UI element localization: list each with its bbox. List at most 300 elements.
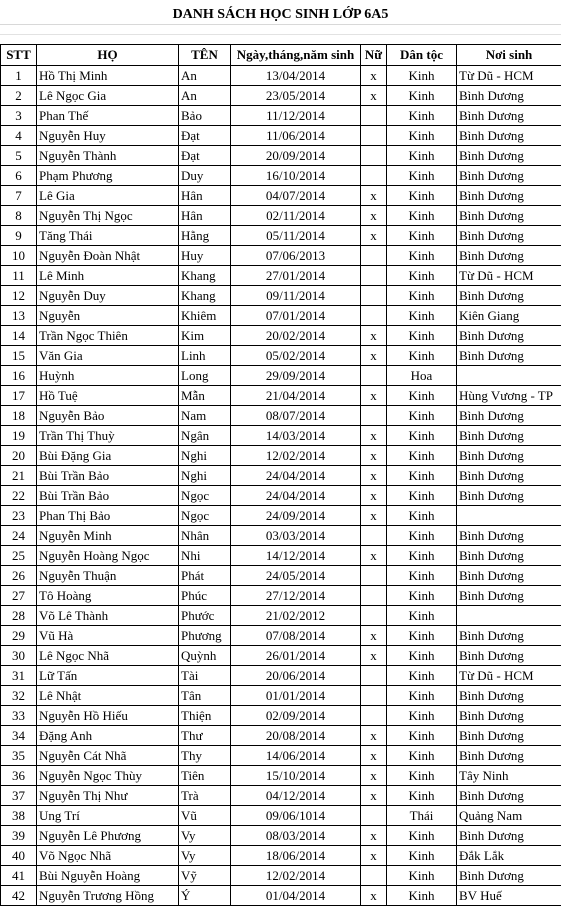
cell-dan-toc[interactable]: Kinh [387, 486, 457, 506]
cell-stt[interactable]: 22 [1, 486, 37, 506]
cell-ten[interactable]: Mẫn [179, 386, 231, 406]
cell-dan-toc[interactable]: Kinh [387, 666, 457, 686]
cell-dan-toc[interactable]: Kinh [387, 686, 457, 706]
cell-nu[interactable]: x [361, 726, 387, 746]
cell-dob[interactable]: 01/01/2014 [231, 686, 361, 706]
cell-noi-sinh[interactable]: Bình Dương [457, 686, 561, 706]
cell-dob[interactable]: 24/09/2014 [231, 506, 361, 526]
cell-stt[interactable]: 30 [1, 646, 37, 666]
cell-nu[interactable] [361, 686, 387, 706]
cell-ten[interactable]: Thy [179, 746, 231, 766]
cell-noi-sinh[interactable]: Bình Dương [457, 866, 561, 886]
cell-nu[interactable]: x [361, 746, 387, 766]
cell-ten[interactable]: Linh [179, 346, 231, 366]
cell-stt[interactable]: 12 [1, 286, 37, 306]
cell-nu[interactable] [361, 706, 387, 726]
cell-ten[interactable]: Hân [179, 206, 231, 226]
cell-noi-sinh[interactable]: Bình Dương [457, 486, 561, 506]
cell-nu[interactable] [361, 806, 387, 826]
cell-noi-sinh[interactable]: Bình Dương [457, 226, 561, 246]
cell-ho[interactable]: Bùi Trần Bảo [37, 466, 179, 486]
header-noi-sinh[interactable]: Nơi sinh [457, 45, 561, 66]
cell-nu[interactable] [361, 606, 387, 626]
cell-stt[interactable]: 3 [1, 106, 37, 126]
cell-ho[interactable]: Lê Minh [37, 266, 179, 286]
cell-dob[interactable]: 27/12/2014 [231, 586, 361, 606]
cell-ho[interactable]: Nguyễn Hoàng Ngọc [37, 546, 179, 566]
cell-dob[interactable]: 23/05/2014 [231, 86, 361, 106]
cell-noi-sinh[interactable]: Bình Dương [457, 346, 561, 366]
cell-ho[interactable]: Đặng Anh [37, 726, 179, 746]
cell-noi-sinh[interactable]: Từ Dũ - HCM [457, 266, 561, 286]
header-ten[interactable]: TÊN [179, 45, 231, 66]
cell-dob[interactable]: 14/03/2014 [231, 426, 361, 446]
cell-stt[interactable]: 25 [1, 546, 37, 566]
cell-dob[interactable]: 18/06/2014 [231, 846, 361, 866]
cell-dob[interactable]: 08/03/2014 [231, 826, 361, 846]
cell-nu[interactable] [361, 106, 387, 126]
cell-ho[interactable]: Trần Thị Thuỳ [37, 426, 179, 446]
cell-noi-sinh[interactable]: Bình Dương [457, 746, 561, 766]
cell-stt[interactable]: 6 [1, 166, 37, 186]
cell-noi-sinh[interactable]: Bình Dương [457, 286, 561, 306]
cell-ten[interactable]: Vũ [179, 806, 231, 826]
cell-stt[interactable]: 18 [1, 406, 37, 426]
cell-dan-toc[interactable]: Kinh [387, 886, 457, 906]
cell-dob[interactable]: 21/02/2012 [231, 606, 361, 626]
cell-noi-sinh[interactable]: Bình Dương [457, 186, 561, 206]
cell-dob[interactable]: 02/11/2014 [231, 206, 361, 226]
cell-noi-sinh[interactable]: Bình Dương [457, 546, 561, 566]
cell-stt[interactable]: 1 [1, 66, 37, 86]
cell-ten[interactable]: An [179, 86, 231, 106]
header-dan-toc[interactable]: Dân tộc [387, 45, 457, 66]
cell-nu[interactable] [361, 306, 387, 326]
cell-dob[interactable]: 12/02/2014 [231, 446, 361, 466]
cell-stt[interactable]: 19 [1, 426, 37, 446]
cell-noi-sinh[interactable]: Bình Dương [457, 126, 561, 146]
cell-nu[interactable]: x [361, 486, 387, 506]
cell-stt[interactable]: 34 [1, 726, 37, 746]
cell-stt[interactable]: 7 [1, 186, 37, 206]
cell-dan-toc[interactable]: Kinh [387, 786, 457, 806]
cell-nu[interactable]: x [361, 766, 387, 786]
cell-dob[interactable]: 24/05/2014 [231, 566, 361, 586]
cell-ho[interactable]: Phan Thị Bảo [37, 506, 179, 526]
cell-ten[interactable]: Thư [179, 726, 231, 746]
cell-ten[interactable]: Đạt [179, 146, 231, 166]
cell-ten[interactable]: Tài [179, 666, 231, 686]
cell-dob[interactable]: 29/09/2014 [231, 366, 361, 386]
cell-stt[interactable]: 24 [1, 526, 37, 546]
cell-noi-sinh[interactable]: Bình Dương [457, 566, 561, 586]
cell-ten[interactable]: An [179, 66, 231, 86]
cell-dan-toc[interactable]: Kinh [387, 206, 457, 226]
cell-dan-toc[interactable]: Kinh [387, 726, 457, 746]
cell-ho[interactable]: Huỳnh [37, 366, 179, 386]
cell-dob[interactable]: 14/06/2014 [231, 746, 361, 766]
cell-dan-toc[interactable]: Kinh [387, 106, 457, 126]
cell-dan-toc[interactable]: Hoa [387, 366, 457, 386]
cell-stt[interactable]: 11 [1, 266, 37, 286]
cell-noi-sinh[interactable]: Bình Dương [457, 426, 561, 446]
cell-ho[interactable]: Ung Trí [37, 806, 179, 826]
cell-ten[interactable]: Vỹ [179, 866, 231, 886]
cell-nu[interactable]: x [361, 506, 387, 526]
cell-dan-toc[interactable]: Thái [387, 806, 457, 826]
cell-ho[interactable]: Phan Thế [37, 106, 179, 126]
cell-nu[interactable]: x [361, 546, 387, 566]
cell-nu[interactable] [361, 366, 387, 386]
cell-ten[interactable]: Ngọc [179, 486, 231, 506]
cell-stt[interactable]: 35 [1, 746, 37, 766]
cell-dan-toc[interactable]: Kinh [387, 526, 457, 546]
cell-noi-sinh[interactable]: Từ Dũ - HCM [457, 66, 561, 86]
cell-dan-toc[interactable]: Kinh [387, 66, 457, 86]
cell-dan-toc[interactable]: Kinh [387, 226, 457, 246]
cell-dan-toc[interactable]: Kinh [387, 766, 457, 786]
cell-ten[interactable]: Nghi [179, 446, 231, 466]
cell-noi-sinh[interactable]: Bình Dương [457, 86, 561, 106]
cell-stt[interactable]: 15 [1, 346, 37, 366]
cell-nu[interactable] [361, 566, 387, 586]
cell-dob[interactable]: 27/01/2014 [231, 266, 361, 286]
cell-ten[interactable]: Khang [179, 286, 231, 306]
cell-dob[interactable]: 12/02/2014 [231, 866, 361, 886]
cell-ho[interactable]: Nguyễn Thuận [37, 566, 179, 586]
cell-ho[interactable]: Nguyễn Đoàn Nhật [37, 246, 179, 266]
cell-dob[interactable]: 09/11/2014 [231, 286, 361, 306]
cell-stt[interactable]: 4 [1, 126, 37, 146]
cell-ho[interactable]: Nguyễn [37, 306, 179, 326]
cell-ho[interactable]: Lê Ngọc Nhã [37, 646, 179, 666]
cell-dob[interactable]: 16/10/2014 [231, 166, 361, 186]
cell-ten[interactable]: Nhi [179, 546, 231, 566]
cell-stt[interactable]: 5 [1, 146, 37, 166]
cell-ho[interactable]: Văn Gia [37, 346, 179, 366]
cell-dan-toc[interactable]: Kinh [387, 86, 457, 106]
cell-ho[interactable]: Vũ Hà [37, 626, 179, 646]
cell-noi-sinh[interactable] [457, 606, 561, 626]
cell-ho[interactable]: Nguyễn Trương Hồng [37, 886, 179, 906]
cell-nu[interactable]: x [361, 346, 387, 366]
cell-dan-toc[interactable]: Kinh [387, 846, 457, 866]
cell-dan-toc[interactable]: Kinh [387, 646, 457, 666]
cell-ten[interactable]: Phương [179, 626, 231, 646]
cell-ho[interactable]: Nguyễn Thị Ngọc [37, 206, 179, 226]
cell-ten[interactable]: Ngân [179, 426, 231, 446]
cell-nu[interactable] [361, 866, 387, 886]
cell-stt[interactable]: 29 [1, 626, 37, 646]
cell-stt[interactable]: 13 [1, 306, 37, 326]
cell-dan-toc[interactable]: Kinh [387, 866, 457, 886]
cell-ho[interactable]: Tăng Thái [37, 226, 179, 246]
cell-nu[interactable]: x [361, 466, 387, 486]
cell-ho[interactable]: Võ Lê Thành [37, 606, 179, 626]
cell-ho[interactable]: Lê Ngọc Gia [37, 86, 179, 106]
cell-nu[interactable]: x [361, 386, 387, 406]
cell-dob[interactable]: 09/06/1014 [231, 806, 361, 826]
cell-stt[interactable]: 42 [1, 886, 37, 906]
cell-dan-toc[interactable]: Kinh [387, 626, 457, 646]
cell-ho[interactable]: Nguyễn Duy [37, 286, 179, 306]
cell-noi-sinh[interactable]: Bình Dương [457, 526, 561, 546]
cell-nu[interactable] [361, 126, 387, 146]
header-nu[interactable]: Nữ [361, 45, 387, 66]
cell-ho[interactable]: Bùi Trần Bảo [37, 486, 179, 506]
cell-dob[interactable]: 24/04/2014 [231, 486, 361, 506]
cell-nu[interactable] [361, 266, 387, 286]
cell-ten[interactable]: Phúc [179, 586, 231, 606]
cell-dob[interactable]: 05/02/2014 [231, 346, 361, 366]
cell-dob[interactable]: 11/12/2014 [231, 106, 361, 126]
cell-dan-toc[interactable]: Kinh [387, 586, 457, 606]
cell-dan-toc[interactable]: Kinh [387, 346, 457, 366]
header-ho[interactable]: HỌ [37, 45, 179, 66]
cell-dan-toc[interactable]: Kinh [387, 406, 457, 426]
cell-nu[interactable]: x [361, 786, 387, 806]
cell-dob[interactable]: 01/04/2014 [231, 886, 361, 906]
cell-noi-sinh[interactable]: Tây Ninh [457, 766, 561, 786]
cell-stt[interactable]: 31 [1, 666, 37, 686]
cell-ho[interactable]: Nguyễn Bảo [37, 406, 179, 426]
cell-nu[interactable]: x [361, 326, 387, 346]
cell-dan-toc[interactable]: Kinh [387, 266, 457, 286]
cell-nu[interactable]: x [361, 206, 387, 226]
cell-ten[interactable]: Nghi [179, 466, 231, 486]
cell-ten[interactable]: Ý [179, 886, 231, 906]
cell-ten[interactable]: Phát [179, 566, 231, 586]
cell-ten[interactable]: Nhân [179, 526, 231, 546]
cell-ten[interactable]: Long [179, 366, 231, 386]
header-dob[interactable]: Ngày,tháng,năm sinh [231, 45, 361, 66]
cell-ho[interactable]: Trần Ngọc Thiên [37, 326, 179, 346]
cell-stt[interactable]: 40 [1, 846, 37, 866]
cell-dan-toc[interactable]: Kinh [387, 126, 457, 146]
cell-ten[interactable]: Bảo [179, 106, 231, 126]
cell-stt[interactable]: 2 [1, 86, 37, 106]
cell-noi-sinh[interactable] [457, 506, 561, 526]
cell-ten[interactable]: Thiện [179, 706, 231, 726]
cell-ho[interactable]: Lữ Tấn [37, 666, 179, 686]
cell-nu[interactable]: x [361, 646, 387, 666]
cell-noi-sinh[interactable]: Hùng Vương - TP [457, 386, 561, 406]
cell-nu[interactable] [361, 286, 387, 306]
cell-ho[interactable]: Nguyễn Ngọc Thùy [37, 766, 179, 786]
cell-ho[interactable]: Bùi Nguyễn Hoàng [37, 866, 179, 886]
cell-nu[interactable] [361, 586, 387, 606]
cell-noi-sinh[interactable]: Bình Dương [457, 706, 561, 726]
cell-dan-toc[interactable]: Kinh [387, 286, 457, 306]
cell-nu[interactable]: x [361, 846, 387, 866]
cell-noi-sinh[interactable]: Bình Dương [457, 326, 561, 346]
cell-nu[interactable] [361, 526, 387, 546]
cell-noi-sinh[interactable] [457, 366, 561, 386]
cell-dan-toc[interactable]: Kinh [387, 446, 457, 466]
cell-stt[interactable]: 26 [1, 566, 37, 586]
cell-dan-toc[interactable]: Kinh [387, 606, 457, 626]
cell-dob[interactable]: 08/07/2014 [231, 406, 361, 426]
cell-nu[interactable]: x [361, 186, 387, 206]
cell-stt[interactable]: 32 [1, 686, 37, 706]
cell-dan-toc[interactable]: Kinh [387, 706, 457, 726]
cell-ten[interactable]: Đạt [179, 126, 231, 146]
cell-ten[interactable]: Kim [179, 326, 231, 346]
cell-stt[interactable]: 37 [1, 786, 37, 806]
cell-dob[interactable]: 04/07/2014 [231, 186, 361, 206]
cell-ho[interactable]: Phạm Phương [37, 166, 179, 186]
cell-nu[interactable] [361, 166, 387, 186]
cell-ho[interactable]: Nguyễn Thành [37, 146, 179, 166]
cell-dob[interactable]: 05/11/2014 [231, 226, 361, 246]
cell-dob[interactable]: 20/09/2014 [231, 146, 361, 166]
cell-noi-sinh[interactable]: Bình Dương [457, 586, 561, 606]
cell-dan-toc[interactable]: Kinh [387, 326, 457, 346]
cell-stt[interactable]: 16 [1, 366, 37, 386]
cell-ten[interactable]: Khang [179, 266, 231, 286]
cell-ho[interactable]: Nguyễn Cát Nhã [37, 746, 179, 766]
cell-dob[interactable]: 07/08/2014 [231, 626, 361, 646]
cell-nu[interactable]: x [361, 86, 387, 106]
cell-noi-sinh[interactable]: BV Huế [457, 886, 561, 906]
cell-dob[interactable]: 07/01/2014 [231, 306, 361, 326]
cell-dob[interactable]: 20/08/2014 [231, 726, 361, 746]
cell-ho[interactable]: Nguyễn Huy [37, 126, 179, 146]
cell-stt[interactable]: 23 [1, 506, 37, 526]
cell-noi-sinh[interactable]: Bình Dương [457, 246, 561, 266]
cell-ho[interactable]: Nguyễn Thị Như [37, 786, 179, 806]
cell-noi-sinh[interactable]: Bình Dương [457, 646, 561, 666]
cell-ten[interactable]: Khiêm [179, 306, 231, 326]
cell-stt[interactable]: 41 [1, 866, 37, 886]
cell-stt[interactable]: 20 [1, 446, 37, 466]
cell-ho[interactable]: Tô Hoàng [37, 586, 179, 606]
cell-nu[interactable]: x [361, 426, 387, 446]
cell-dob[interactable]: 14/12/2014 [231, 546, 361, 566]
cell-ten[interactable]: Hân [179, 186, 231, 206]
cell-stt[interactable]: 39 [1, 826, 37, 846]
cell-ten[interactable]: Tiên [179, 766, 231, 786]
cell-ten[interactable]: Trà [179, 786, 231, 806]
cell-nu[interactable]: x [361, 226, 387, 246]
cell-ten[interactable]: Tân [179, 686, 231, 706]
cell-noi-sinh[interactable]: Bình Dương [457, 726, 561, 746]
cell-noi-sinh[interactable]: Bình Dương [457, 166, 561, 186]
cell-stt[interactable]: 38 [1, 806, 37, 826]
cell-nu[interactable] [361, 666, 387, 686]
cell-noi-sinh[interactable]: Từ Dũ - HCM [457, 666, 561, 686]
cell-nu[interactable]: x [361, 886, 387, 906]
cell-dan-toc[interactable]: Kinh [387, 746, 457, 766]
cell-nu[interactable]: x [361, 826, 387, 846]
cell-stt[interactable]: 14 [1, 326, 37, 346]
cell-ten[interactable]: Vy [179, 846, 231, 866]
cell-dob[interactable]: 04/12/2014 [231, 786, 361, 806]
cell-dob[interactable]: 13/04/2014 [231, 66, 361, 86]
cell-stt[interactable]: 27 [1, 586, 37, 606]
cell-ho[interactable]: Hồ Tuệ [37, 386, 179, 406]
cell-stt[interactable]: 10 [1, 246, 37, 266]
cell-stt[interactable]: 8 [1, 206, 37, 226]
cell-dob[interactable]: 20/06/2014 [231, 666, 361, 686]
cell-nu[interactable] [361, 406, 387, 426]
cell-ho[interactable]: Lê Nhật [37, 686, 179, 706]
cell-stt[interactable]: 9 [1, 226, 37, 246]
cell-dan-toc[interactable]: Kinh [387, 546, 457, 566]
cell-noi-sinh[interactable]: Bình Dương [457, 406, 561, 426]
cell-nu[interactable]: x [361, 66, 387, 86]
cell-dan-toc[interactable]: Kinh [387, 466, 457, 486]
header-stt[interactable]: STT [1, 45, 37, 66]
cell-dan-toc[interactable]: Kinh [387, 426, 457, 446]
cell-noi-sinh[interactable]: Bình Dương [457, 446, 561, 466]
cell-ho[interactable]: Nguyễn Lê Phương [37, 826, 179, 846]
cell-noi-sinh[interactable]: Bình Dương [457, 466, 561, 486]
cell-nu[interactable] [361, 246, 387, 266]
cell-dan-toc[interactable]: Kinh [387, 146, 457, 166]
cell-ten[interactable]: Nam [179, 406, 231, 426]
cell-stt[interactable]: 21 [1, 466, 37, 486]
cell-dan-toc[interactable]: Kinh [387, 506, 457, 526]
cell-ten[interactable]: Huy [179, 246, 231, 266]
cell-noi-sinh[interactable]: Bình Dương [457, 786, 561, 806]
cell-noi-sinh[interactable]: Quảng Nam [457, 806, 561, 826]
cell-ho[interactable]: Lê Gia [37, 186, 179, 206]
cell-dan-toc[interactable]: Kinh [387, 246, 457, 266]
cell-ten[interactable]: Duy [179, 166, 231, 186]
cell-dob[interactable]: 07/06/2013 [231, 246, 361, 266]
cell-dob[interactable]: 03/03/2014 [231, 526, 361, 546]
cell-ten[interactable]: Quỳnh [179, 646, 231, 666]
cell-dob[interactable]: 02/09/2014 [231, 706, 361, 726]
cell-ho[interactable]: Võ Ngọc Nhã [37, 846, 179, 866]
cell-noi-sinh[interactable]: Bình Dương [457, 826, 561, 846]
cell-nu[interactable] [361, 146, 387, 166]
cell-dan-toc[interactable]: Kinh [387, 186, 457, 206]
cell-dob[interactable]: 26/01/2014 [231, 646, 361, 666]
cell-noi-sinh[interactable]: Bình Dương [457, 206, 561, 226]
cell-dan-toc[interactable]: Kinh [387, 306, 457, 326]
cell-dob[interactable]: 11/06/2014 [231, 126, 361, 146]
cell-stt[interactable]: 28 [1, 606, 37, 626]
cell-ho[interactable]: Bùi Đặng Gia [37, 446, 179, 466]
cell-ten[interactable]: Hằng [179, 226, 231, 246]
cell-ho[interactable]: Nguyễn Hồ Hiếu [37, 706, 179, 726]
cell-noi-sinh[interactable]: Kiên Giang [457, 306, 561, 326]
cell-dan-toc[interactable]: Kinh [387, 566, 457, 586]
cell-dob[interactable]: 21/04/2014 [231, 386, 361, 406]
cell-stt[interactable]: 33 [1, 706, 37, 726]
cell-dan-toc[interactable]: Kinh [387, 166, 457, 186]
cell-stt[interactable]: 17 [1, 386, 37, 406]
cell-noi-sinh[interactable]: Bình Dương [457, 146, 561, 166]
cell-ho[interactable]: Nguyễn Minh [37, 526, 179, 546]
cell-dob[interactable]: 24/04/2014 [231, 466, 361, 486]
cell-ho[interactable]: Hồ Thị Minh [37, 66, 179, 86]
cell-ten[interactable]: Vy [179, 826, 231, 846]
cell-noi-sinh[interactable]: Đắk Lắk [457, 846, 561, 866]
cell-dan-toc[interactable]: Kinh [387, 386, 457, 406]
cell-nu[interactable]: x [361, 626, 387, 646]
cell-stt[interactable]: 36 [1, 766, 37, 786]
cell-ten[interactable]: Phước [179, 606, 231, 626]
cell-dan-toc[interactable]: Kinh [387, 826, 457, 846]
cell-dob[interactable]: 15/10/2014 [231, 766, 361, 786]
cell-noi-sinh[interactable]: Bình Dương [457, 106, 561, 126]
cell-ten[interactable]: Ngọc [179, 506, 231, 526]
cell-dob[interactable]: 20/02/2014 [231, 326, 361, 346]
cell-nu[interactable]: x [361, 446, 387, 466]
